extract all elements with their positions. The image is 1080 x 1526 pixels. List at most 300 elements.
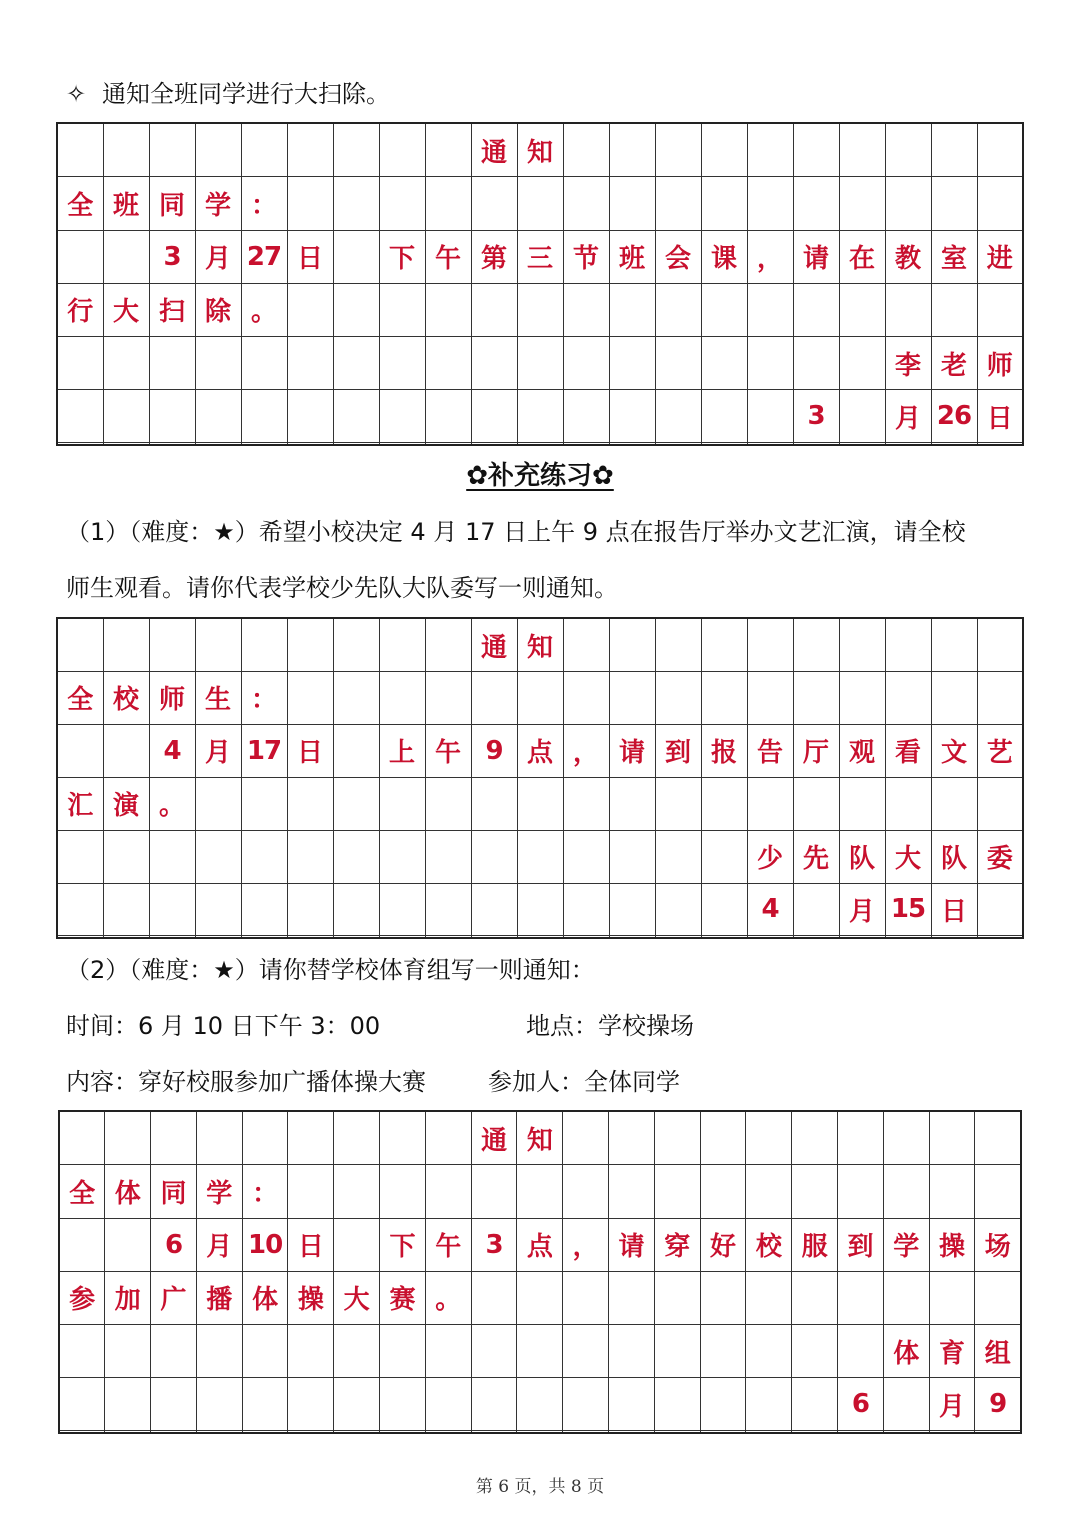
grid-cell: 午 bbox=[425, 724, 471, 777]
grid-cell: 教 bbox=[885, 230, 931, 283]
grid-cell bbox=[151, 1324, 197, 1377]
grid-cell bbox=[654, 1111, 700, 1165]
grid-cell bbox=[105, 1324, 151, 1377]
grid-row bbox=[59, 1111, 1021, 1165]
grid-cell bbox=[655, 390, 701, 443]
grid-cell: 6 bbox=[151, 1218, 197, 1271]
grid-cell bbox=[885, 123, 931, 177]
grid-cell bbox=[379, 936, 425, 938]
grid-cell: 到 bbox=[838, 1218, 884, 1271]
grid-cell bbox=[471, 777, 517, 830]
grid-cell: 老 bbox=[931, 336, 977, 389]
grid-cell: ， bbox=[563, 724, 609, 777]
grid-cell bbox=[793, 883, 839, 936]
grid-cell bbox=[655, 443, 701, 445]
grid-cell: 通 bbox=[471, 1111, 517, 1165]
grid-cell bbox=[195, 390, 241, 443]
grid-row bbox=[59, 1431, 1021, 1433]
grid-cell bbox=[149, 443, 195, 445]
grid-cell: 月 bbox=[929, 1378, 975, 1431]
grid-cell bbox=[609, 283, 655, 336]
grid-cell bbox=[746, 1165, 792, 1218]
grid-cell bbox=[334, 1431, 380, 1433]
grid-row bbox=[57, 230, 1023, 283]
grid-cell bbox=[517, 936, 563, 938]
grid-cell bbox=[379, 883, 425, 936]
grid-cell bbox=[883, 1431, 929, 1433]
grid-cell bbox=[609, 1431, 655, 1433]
grid-cell bbox=[563, 830, 609, 883]
grid-cell bbox=[379, 336, 425, 389]
grid-cell bbox=[975, 1165, 1021, 1218]
grid-cell: 到 bbox=[655, 724, 701, 777]
grid-cell bbox=[609, 1324, 655, 1377]
page-footer: 第 6 页，共 8 页 bbox=[475, 1477, 605, 1497]
grid-row bbox=[57, 777, 1023, 830]
grid-cell bbox=[333, 936, 379, 938]
grid-cell bbox=[471, 390, 517, 443]
grid-cell bbox=[196, 1378, 242, 1431]
grid-cell bbox=[563, 336, 609, 389]
grid-cell bbox=[977, 283, 1023, 336]
grid-cell bbox=[105, 1431, 151, 1433]
grid-cell bbox=[103, 724, 149, 777]
grid-cell bbox=[425, 883, 471, 936]
grid-cell bbox=[379, 443, 425, 445]
q2-participants: 参加人：全体同学 bbox=[488, 1068, 680, 1096]
grid-cell: 请 bbox=[793, 230, 839, 283]
grid-cell: 点 bbox=[517, 1218, 563, 1271]
grid-cell bbox=[380, 1378, 426, 1431]
grid-cell bbox=[287, 390, 333, 443]
grid-cell bbox=[747, 443, 793, 445]
grid-cell bbox=[241, 390, 287, 443]
grid-cell bbox=[609, 936, 655, 938]
grid-cell bbox=[655, 936, 701, 938]
grid-cell bbox=[839, 336, 885, 389]
grid-cell: 下 bbox=[379, 230, 425, 283]
grid-cell bbox=[57, 883, 103, 936]
grid-cell bbox=[59, 1111, 105, 1165]
grid-cell: 知 bbox=[517, 618, 563, 672]
grid-cell bbox=[379, 777, 425, 830]
grid-cell bbox=[883, 1378, 929, 1431]
grid-cell bbox=[885, 672, 931, 725]
writing-grid-notice-performance bbox=[56, 617, 1024, 939]
grid-cell: 知 bbox=[517, 123, 563, 177]
grid-cell: 学 bbox=[196, 1165, 242, 1218]
grid-cell: 组 bbox=[975, 1324, 1021, 1377]
grid-cell: 9 bbox=[471, 724, 517, 777]
grid-cell bbox=[425, 830, 471, 883]
grid-cell bbox=[609, 672, 655, 725]
grid-cell bbox=[929, 1271, 975, 1324]
grid-cell bbox=[563, 177, 609, 230]
grid-cell: 点 bbox=[517, 724, 563, 777]
grid-cell bbox=[655, 283, 701, 336]
grid-cell bbox=[793, 936, 839, 938]
grid-cell: 赛 bbox=[380, 1271, 426, 1324]
grid-cell: 看 bbox=[885, 724, 931, 777]
grid-cell: 队 bbox=[839, 830, 885, 883]
grid-row bbox=[57, 177, 1023, 230]
grid-cell bbox=[793, 123, 839, 177]
grid-cell: 穿 bbox=[654, 1218, 700, 1271]
grid-cell bbox=[793, 672, 839, 725]
grid-row bbox=[57, 936, 1023, 938]
grid-cell bbox=[929, 1165, 975, 1218]
grid-cell bbox=[792, 1431, 838, 1433]
grid-cell bbox=[287, 883, 333, 936]
grid-cell bbox=[885, 283, 931, 336]
q2-time: 时间：6 月 10 日下午 3：00 bbox=[66, 1012, 381, 1040]
grid-cell: 师 bbox=[149, 672, 195, 725]
grid-cell bbox=[241, 618, 287, 672]
grid-cell bbox=[471, 883, 517, 936]
grid-cell bbox=[792, 1271, 838, 1324]
grid-cell bbox=[700, 1271, 746, 1324]
grid-cell bbox=[333, 618, 379, 672]
grid-cell bbox=[654, 1378, 700, 1431]
grid-cell bbox=[839, 618, 885, 672]
grid-cell bbox=[747, 283, 793, 336]
grid-cell bbox=[563, 936, 609, 938]
grid-cell bbox=[746, 1111, 792, 1165]
grid-cell bbox=[701, 777, 747, 830]
grid-cell bbox=[977, 123, 1023, 177]
grid-cell: 三 bbox=[517, 230, 563, 283]
grid-cell bbox=[655, 777, 701, 830]
grid-cell bbox=[655, 177, 701, 230]
grid-cell: 队 bbox=[931, 830, 977, 883]
grid-cell bbox=[793, 777, 839, 830]
grid-cell bbox=[333, 830, 379, 883]
grid-cell bbox=[700, 1111, 746, 1165]
grid-cell bbox=[103, 936, 149, 938]
grid-cell bbox=[746, 1378, 792, 1431]
grid-cell bbox=[195, 830, 241, 883]
grid-cell bbox=[471, 1165, 517, 1218]
grid-cell bbox=[379, 177, 425, 230]
grid-cell bbox=[931, 777, 977, 830]
grid-cell bbox=[839, 936, 885, 938]
grid-row bbox=[57, 283, 1023, 336]
grid-cell bbox=[333, 230, 379, 283]
grid-cell: ： bbox=[242, 1165, 288, 1218]
grid-cell bbox=[609, 1165, 655, 1218]
grid-cell bbox=[242, 1431, 288, 1433]
grid-cell bbox=[747, 177, 793, 230]
grid-cell: 月 bbox=[196, 1218, 242, 1271]
grid-cell bbox=[379, 830, 425, 883]
grid-cell bbox=[379, 123, 425, 177]
grid-cell bbox=[609, 336, 655, 389]
grid-cell: 月 bbox=[195, 724, 241, 777]
grid-cell: 会 bbox=[655, 230, 701, 283]
grid-cell bbox=[885, 777, 931, 830]
grid-cell bbox=[839, 777, 885, 830]
grid-cell bbox=[654, 1431, 700, 1433]
grid-cell bbox=[287, 336, 333, 389]
grid-cell bbox=[792, 1111, 838, 1165]
grid-cell: 课 bbox=[701, 230, 747, 283]
grid-cell: 日 bbox=[287, 724, 333, 777]
grid-cell: 月 bbox=[839, 883, 885, 936]
grid-cell bbox=[931, 177, 977, 230]
grid-cell: 9 bbox=[975, 1378, 1021, 1431]
grid-cell bbox=[149, 936, 195, 938]
grid-cell: 育 bbox=[929, 1324, 975, 1377]
q1-line-2: 师生观看。请你代表学校少先队大队委写一则通知。 bbox=[66, 574, 618, 602]
grid-cell bbox=[333, 390, 379, 443]
grid-cell bbox=[425, 777, 471, 830]
grid-cell bbox=[517, 177, 563, 230]
grid-cell bbox=[975, 1271, 1021, 1324]
grid-cell: 服 bbox=[792, 1218, 838, 1271]
grid-cell bbox=[977, 618, 1023, 672]
grid-cell: 校 bbox=[746, 1218, 792, 1271]
grid-cell bbox=[563, 618, 609, 672]
grid-cell bbox=[931, 443, 977, 445]
grid-cell bbox=[287, 936, 333, 938]
grid-cell bbox=[471, 1431, 517, 1433]
grid-cell bbox=[838, 1431, 884, 1433]
grid-cell: ： bbox=[241, 177, 287, 230]
grid-cell: 节 bbox=[563, 230, 609, 283]
grid-cell bbox=[425, 1165, 471, 1218]
grid-cell bbox=[195, 777, 241, 830]
grid-cell: 少 bbox=[747, 830, 793, 883]
grid-cell bbox=[151, 1378, 197, 1431]
q2-place: 地点：学校操场 bbox=[526, 1012, 694, 1040]
grid-cell bbox=[149, 336, 195, 389]
grid-cell bbox=[103, 830, 149, 883]
grid-cell bbox=[57, 830, 103, 883]
grid-cell: 4 bbox=[747, 883, 793, 936]
grid-cell: 日 bbox=[931, 883, 977, 936]
grid-cell bbox=[380, 1324, 426, 1377]
grid-cell bbox=[334, 1165, 380, 1218]
grid-cell: 知 bbox=[517, 1111, 563, 1165]
grid-cell bbox=[103, 883, 149, 936]
grid-cell bbox=[334, 1218, 380, 1271]
grid-cell bbox=[149, 390, 195, 443]
grid-cell bbox=[241, 830, 287, 883]
grid-cell bbox=[929, 1431, 975, 1433]
grid-cell bbox=[380, 1111, 426, 1165]
grid-cell: 报 bbox=[701, 724, 747, 777]
grid-cell bbox=[195, 336, 241, 389]
grid-cell bbox=[517, 1431, 563, 1433]
grid-cell bbox=[517, 1378, 563, 1431]
grid-cell: 班 bbox=[103, 177, 149, 230]
grid-cell bbox=[701, 936, 747, 938]
grid-cell: 场 bbox=[975, 1218, 1021, 1271]
grid-cell: 进 bbox=[977, 230, 1023, 283]
grid-row bbox=[57, 830, 1023, 883]
grid-cell bbox=[839, 672, 885, 725]
grid-cell bbox=[471, 336, 517, 389]
grid-cell bbox=[151, 1431, 197, 1433]
grid-cell bbox=[563, 883, 609, 936]
grid-cell bbox=[196, 1324, 242, 1377]
grid-cell bbox=[655, 830, 701, 883]
grid-cell bbox=[517, 390, 563, 443]
grid-cell bbox=[563, 1271, 609, 1324]
grid-cell bbox=[57, 336, 103, 389]
grid-cell bbox=[242, 1111, 288, 1165]
grid-cell: 午 bbox=[425, 1218, 471, 1271]
grid-cell bbox=[747, 390, 793, 443]
grid-cell bbox=[701, 618, 747, 672]
grid-cell bbox=[379, 618, 425, 672]
grid-cell bbox=[59, 1324, 105, 1377]
grid-row bbox=[57, 123, 1023, 177]
grid-cell bbox=[471, 443, 517, 445]
grid-cell bbox=[609, 177, 655, 230]
grid-cell: 操 bbox=[929, 1218, 975, 1271]
grid-cell: 大 bbox=[885, 830, 931, 883]
grid-cell bbox=[151, 1111, 197, 1165]
q2-content: 内容：穿好校服参加广播体操大赛 bbox=[66, 1068, 426, 1096]
grid-cell bbox=[333, 336, 379, 389]
grid-cell bbox=[655, 618, 701, 672]
grid-cell bbox=[149, 618, 195, 672]
grid-cell: 午 bbox=[425, 230, 471, 283]
grid-row bbox=[57, 724, 1023, 777]
grid-cell bbox=[792, 1324, 838, 1377]
grid-cell: 校 bbox=[103, 672, 149, 725]
grid-cell bbox=[563, 1111, 609, 1165]
grid-cell bbox=[563, 123, 609, 177]
grid-cell bbox=[471, 830, 517, 883]
grid-row bbox=[59, 1271, 1021, 1324]
grid-cell bbox=[654, 1324, 700, 1377]
q2-line-1: （2）（难度：★）请你替学校体育组写一则通知： bbox=[66, 956, 595, 984]
grid-cell: 李 bbox=[885, 336, 931, 389]
grid-cell bbox=[654, 1271, 700, 1324]
grid-cell bbox=[103, 390, 149, 443]
grid-cell bbox=[609, 443, 655, 445]
grid-cell bbox=[103, 618, 149, 672]
grid-cell bbox=[563, 443, 609, 445]
grid-cell bbox=[287, 443, 333, 445]
grid-cell bbox=[242, 1324, 288, 1377]
grid-cell bbox=[241, 123, 287, 177]
grid-cell: 6 bbox=[838, 1378, 884, 1431]
grid-cell bbox=[471, 1324, 517, 1377]
grid-cell bbox=[931, 123, 977, 177]
grid-cell bbox=[287, 830, 333, 883]
grid-cell bbox=[59, 1431, 105, 1433]
grid-cell bbox=[334, 1324, 380, 1377]
grid-cell bbox=[609, 1271, 655, 1324]
grid-cell: 下 bbox=[380, 1218, 426, 1271]
grid-cell bbox=[471, 1271, 517, 1324]
grid-cell bbox=[746, 1324, 792, 1377]
grid-cell: 第 bbox=[471, 230, 517, 283]
grid-cell: 广 bbox=[151, 1271, 197, 1324]
grid-cell bbox=[288, 1378, 334, 1431]
grid-cell bbox=[977, 177, 1023, 230]
grid-cell bbox=[517, 1165, 563, 1218]
grid-cell bbox=[57, 443, 103, 445]
intro-line bbox=[66, 78, 390, 110]
grid-cell: 10 bbox=[242, 1218, 288, 1271]
grid-cell: 全 bbox=[57, 672, 103, 725]
grid-cell bbox=[839, 443, 885, 445]
grid-cell: 室 bbox=[931, 230, 977, 283]
grid-cell bbox=[288, 1324, 334, 1377]
grid-cell bbox=[288, 1165, 334, 1218]
grid-cell bbox=[747, 123, 793, 177]
grid-cell bbox=[654, 1165, 700, 1218]
grid-cell bbox=[103, 230, 149, 283]
grid-row bbox=[59, 1165, 1021, 1218]
grid-cell bbox=[885, 618, 931, 672]
grid-cell bbox=[379, 390, 425, 443]
grid-cell bbox=[334, 1378, 380, 1431]
grid-cell: ， bbox=[747, 230, 793, 283]
grid-cell bbox=[701, 883, 747, 936]
grid-row bbox=[57, 672, 1023, 725]
grid-cell bbox=[701, 390, 747, 443]
grid-cell bbox=[288, 1431, 334, 1433]
grid-cell bbox=[149, 883, 195, 936]
grid-cell bbox=[838, 1165, 884, 1218]
grid-cell bbox=[517, 443, 563, 445]
grid-cell bbox=[425, 1378, 471, 1431]
grid-cell bbox=[563, 777, 609, 830]
grid-cell bbox=[105, 1378, 151, 1431]
grid-cell bbox=[425, 936, 471, 938]
grid-cell bbox=[425, 1324, 471, 1377]
grid-cell: 日 bbox=[977, 390, 1023, 443]
grid-cell bbox=[196, 1111, 242, 1165]
grid-cell: 同 bbox=[149, 177, 195, 230]
grid-cell bbox=[149, 830, 195, 883]
grid-cell: 先 bbox=[793, 830, 839, 883]
grid-cell bbox=[195, 618, 241, 672]
grid-cell bbox=[609, 777, 655, 830]
grid-cell bbox=[793, 283, 839, 336]
grid-cell: 通 bbox=[471, 618, 517, 672]
grid-cell bbox=[241, 777, 287, 830]
grid-cell bbox=[333, 672, 379, 725]
grid-cell bbox=[747, 777, 793, 830]
grid-cell: 播 bbox=[196, 1271, 242, 1324]
grid-row bbox=[57, 443, 1023, 445]
grid-cell bbox=[380, 1165, 426, 1218]
grid-cell bbox=[563, 1431, 609, 1433]
grid-cell: 汇 bbox=[57, 777, 103, 830]
grid-cell: 请 bbox=[609, 1218, 655, 1271]
grid-cell bbox=[975, 1431, 1021, 1433]
grid-cell bbox=[747, 936, 793, 938]
grid-cell bbox=[333, 777, 379, 830]
grid-cell bbox=[334, 1111, 380, 1165]
grid-cell bbox=[333, 443, 379, 445]
grid-cell bbox=[105, 1111, 151, 1165]
grid-cell: 文 bbox=[931, 724, 977, 777]
grid-cell bbox=[792, 1165, 838, 1218]
grid-cell bbox=[700, 1431, 746, 1433]
grid-cell bbox=[196, 1431, 242, 1433]
grid-cell bbox=[517, 672, 563, 725]
grid-cell: 日 bbox=[288, 1218, 334, 1271]
grid-cell bbox=[57, 230, 103, 283]
grid-cell bbox=[242, 1378, 288, 1431]
